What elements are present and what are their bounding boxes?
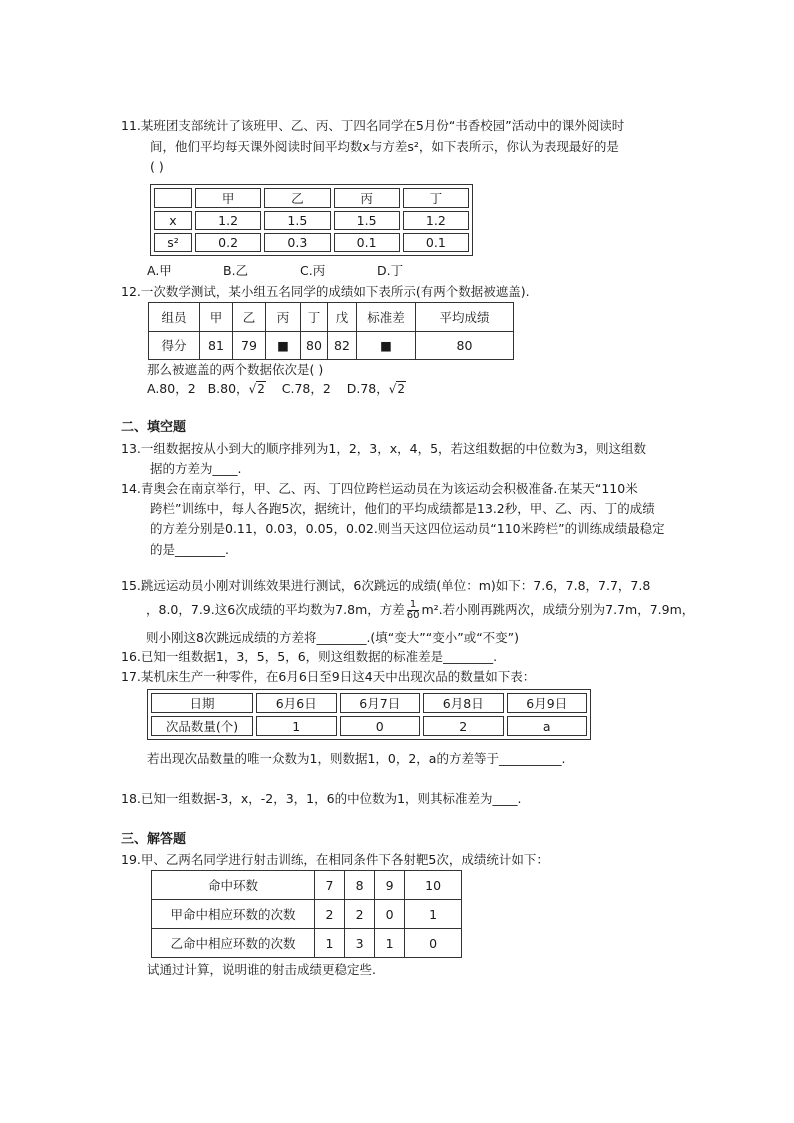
table-cell: 1 <box>375 929 405 958</box>
table-cell: 1 <box>256 716 337 736</box>
table-cell: 组员 <box>149 303 200 332</box>
table-cell <box>154 188 192 208</box>
q12-line2: 那么被遮盖的两个数据依次是( ) <box>147 362 324 377</box>
table-cell: 丁 <box>301 303 328 332</box>
sqrt-radicand: 2 <box>397 382 406 396</box>
table-cell: 80 <box>301 331 328 360</box>
table-cell: 1 <box>405 900 462 929</box>
q15-line2-start: ，8.0，7.9.这6次成绩的平均数为7.8m，方差 <box>146 602 405 617</box>
table-cell: 命中环数 <box>152 871 315 900</box>
table-row <box>151 716 587 736</box>
q14-line1: 14.青奥会在南京举行，甲、乙、丙、丁四位跨栏运动员在为该运动会积极准备.在某天“110米 <box>121 481 638 496</box>
q12-option-b: B.80， <box>207 381 249 396</box>
table-cell: x <box>154 211 192 230</box>
table-cell: 2 <box>423 716 504 736</box>
table-cell: 乙 <box>264 188 330 208</box>
q14-line2: 跨栏”训练中，每人各跑5次，据统计，他们的平均成绩都是13.2秒，甲、乙、丙、丁的成绩 <box>150 501 655 516</box>
section-solve-title: 三、解答题 <box>121 832 187 847</box>
table-cell: 6月6日 <box>256 693 337 713</box>
q15-line2 <box>146 600 694 621</box>
table-row <box>154 211 469 230</box>
q12-option-c: C.78，2 <box>281 381 331 396</box>
table-cell: 丁 <box>403 188 469 208</box>
table-cell: 0.3 <box>264 233 330 252</box>
table-row <box>154 233 469 252</box>
q14-line3: 的方差分别是0.11，0.03，0.05，0.02.则当天这四位运动员“110米跨栏”的训练成绩最稳定 <box>150 521 665 536</box>
table-row <box>149 303 514 332</box>
table-cell: 次品数量(个) <box>151 716 253 736</box>
table-row <box>152 900 462 929</box>
table-cell: 6月7日 <box>340 693 421 713</box>
table-cell: 9 <box>375 871 405 900</box>
table-cell: 0 <box>405 929 462 958</box>
q12-table <box>148 302 514 360</box>
q12-options <box>147 380 406 398</box>
q13-line1: 13.一组数据按从小到大的顺序排列为1，2，3，x，4，5，若这组数据的中位数为3，则这组数 <box>121 441 646 456</box>
q19-table <box>151 870 462 958</box>
table-cell: 80 <box>416 331 514 360</box>
q11-option-c: C.丙 <box>300 263 326 278</box>
sqrt-radicand: 2 <box>257 382 265 396</box>
table-cell: 乙命中相应环数的次数 <box>152 929 315 958</box>
q11-option-d: D.丁 <box>377 263 404 278</box>
q15-line1: 15.跳远运动员小刚对训练效果进行测试，6次跳远的成绩(单位：m)如下：7.6，7.8，7.7，7.8 <box>121 578 651 593</box>
sqrt-symbol: √2 <box>388 382 406 396</box>
q11-option-a: A.甲 <box>147 263 172 278</box>
q11-line3: ( ) <box>150 159 164 174</box>
table-row <box>149 331 514 360</box>
q12-option-d: D.78， <box>346 381 389 396</box>
table-cell: 得分 <box>149 331 200 360</box>
sqrt-symbol: √2 <box>248 382 265 396</box>
table-cell: 丙 <box>334 188 400 208</box>
table-cell: 81 <box>200 331 233 360</box>
q11-table <box>150 184 473 256</box>
table-cell: ■ <box>357 331 416 360</box>
table-cell: 0 <box>375 900 405 929</box>
table-cell: 0.1 <box>403 233 469 252</box>
table-cell: 0.1 <box>334 233 400 252</box>
table-cell: ■ <box>266 331 301 360</box>
table-cell: 2 <box>345 900 375 929</box>
fraction-numerator: 1 <box>407 600 420 611</box>
table-cell: 1.5 <box>264 211 330 230</box>
q12-line1: 12.一次数学测试，某小组五名同学的成绩如下表所示(有两个数据被遮盖). <box>121 284 530 299</box>
q11-option-b: B.乙 <box>223 263 249 278</box>
table-cell: 1 <box>315 929 345 958</box>
q19-line2: 试通过计算，说明谁的射击成绩更稳定些. <box>147 962 376 977</box>
table-cell: 0.2 <box>195 233 261 252</box>
table-cell: 6月9日 <box>507 693 588 713</box>
table-row <box>154 188 469 208</box>
q13-line2: 据的方差为____. <box>150 461 242 476</box>
table-cell: 6月8日 <box>423 693 504 713</box>
table-cell: 8 <box>345 871 375 900</box>
table-cell: 标准差 <box>357 303 416 332</box>
table-cell: 甲 <box>200 303 233 332</box>
q19-line1: 19.甲、乙两名同学进行射击训练，在相同条件下各射靶5次，成绩统计如下： <box>121 852 549 867</box>
table-cell: 平均成绩 <box>416 303 514 332</box>
table-cell: 甲命中相应环数的次数 <box>152 900 315 929</box>
q17-table <box>147 689 591 740</box>
table-cell: 丙 <box>266 303 301 332</box>
table-cell: 82 <box>328 331 357 360</box>
table-cell: 日期 <box>151 693 253 713</box>
table-cell: 戊 <box>328 303 357 332</box>
table-cell: 乙 <box>233 303 266 332</box>
q16-line1: 16.已知一组数据1，3，5，5，6，则这组数据的标准差是________. <box>121 649 498 664</box>
table-cell: 1.2 <box>403 211 469 230</box>
q17-line2: 若出现次品数量的唯一众数为1，则数据1，0，2，a的方差等于__________. <box>147 751 566 766</box>
q15-line2-end: m².若小刚再跳两次，成绩分别为7.7m，7.9m， <box>421 602 695 617</box>
variance-fraction <box>407 600 420 621</box>
q12-option-a: A.80，2 <box>147 381 196 396</box>
fraction-denominator: 60 <box>406 610 420 621</box>
table-cell: 0 <box>340 716 421 736</box>
q17-line1: 17.某机床生产一种零件，在6月6日至9日这4天中出现次品的数量如下表： <box>121 669 536 684</box>
section-fill-in-title: 二、填空题 <box>121 420 187 435</box>
table-cell: 甲 <box>195 188 261 208</box>
table-cell: 1.2 <box>195 211 261 230</box>
table-cell: 3 <box>345 929 375 958</box>
q14-line4: 的是________. <box>150 542 229 557</box>
table-cell: 79 <box>233 331 266 360</box>
table-row <box>152 871 462 900</box>
q11-line1: 11.某班团支部统计了该班甲、乙、丙、丁四名同学在5月份“书香校园”活动中的课外阅读时 <box>121 118 625 133</box>
q11-line2: 间，他们平均每天课外阅读时间平均数x与方差s²，如下表所示，你认为表现最好的是 <box>150 139 619 154</box>
q15-line3: 则小刚这8次跳远成绩的方差将________.(填“变大”“变小”或“不变”) <box>146 630 520 645</box>
table-cell: 10 <box>405 871 462 900</box>
table-cell: 7 <box>315 871 345 900</box>
table-row <box>151 693 587 713</box>
table-cell: 1.5 <box>334 211 400 230</box>
table-cell: 2 <box>315 900 345 929</box>
q18-line1: 18.已知一组数据-3，x，-2，3，1，6的中位数为1，则其标准差为____. <box>121 791 522 806</box>
table-cell: a <box>507 716 588 736</box>
table-cell: s² <box>154 233 192 252</box>
table-row <box>152 929 462 958</box>
